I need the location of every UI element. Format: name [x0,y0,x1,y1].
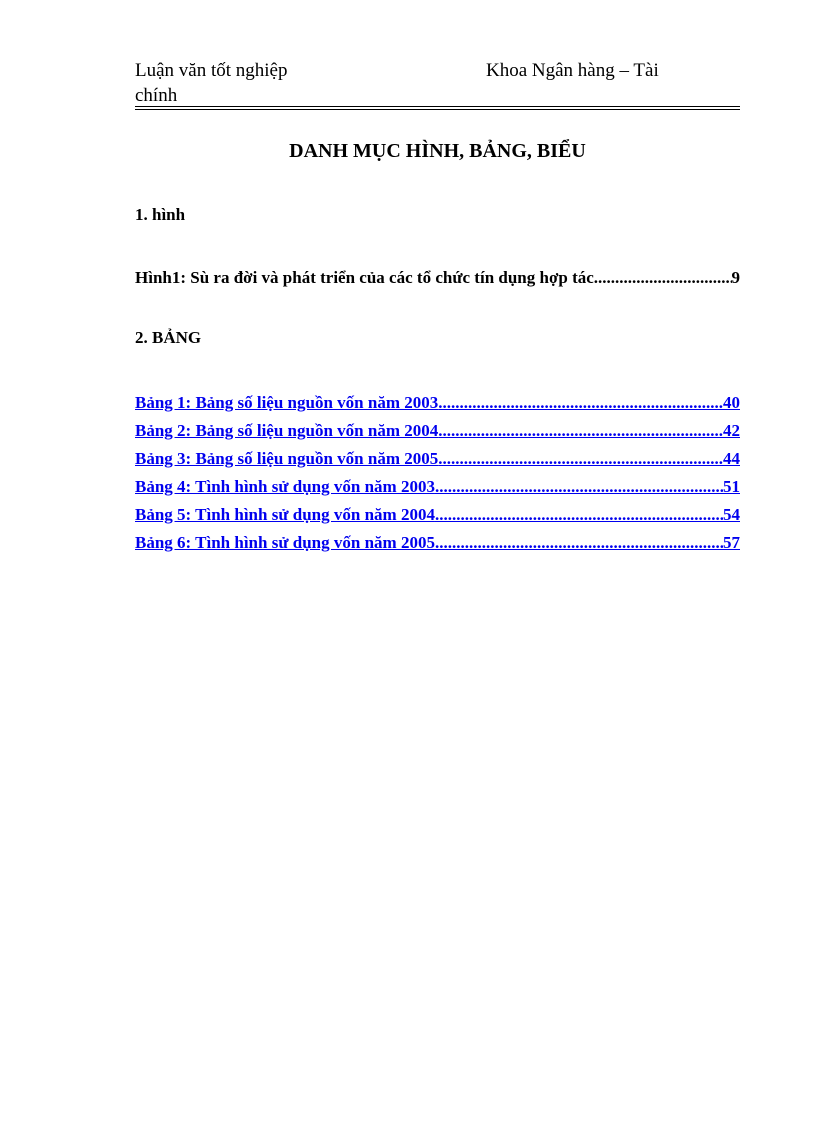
leader-dots [438,448,723,470]
leader-dots [435,504,723,526]
toc-link-page: 51 [723,477,740,496]
header-wrap-text: chính [135,85,178,106]
header-rule-bottom [135,109,740,110]
leader-dots [438,392,723,414]
toc-link-table-4[interactable] [135,476,740,498]
leader-dots [594,267,732,289]
toc-link-table-5[interactable] [135,504,740,526]
leader-dots [438,420,723,442]
figures-heading: 1. hình [135,205,186,224]
toc-link-page: 42 [723,421,740,440]
figure-entry [135,267,740,289]
toc-link-label: Bảng 6: Tình hình sử dụng vốn năm 2005 [135,533,435,552]
toc-link-table-2[interactable] [135,420,740,442]
leader-dots [435,532,723,554]
header-right-text: Khoa Ngân hàng – Tài [486,60,659,81]
toc-link-table-6[interactable] [135,532,740,554]
leader-dots [435,476,723,498]
toc-link-label: Bảng 3: Bảng số liệu nguồn vốn năm 2005 [135,449,439,468]
toc-link-page: 44 [723,449,740,468]
toc-link-page: 57 [723,533,740,552]
toc-link-label: Bảng 1: Bảng số liệu nguồn vốn năm 2003 [135,393,439,412]
page-title: DANH MỤC HÌNH, BẢNG, BIỂU [289,140,586,162]
toc-link-table-1[interactable] [135,392,740,414]
toc-link-table-3[interactable] [135,448,740,470]
tables-heading: 2. BẢNG [135,328,202,347]
figure-entry-label: Hình1: Sù ra đời và phát triển của các tổ chức tín dụng hợp tác [135,268,594,287]
toc-link-label: Bảng 4: Tình hình sử dụng vốn năm 2003 [135,477,435,496]
toc-link-label: Bảng 5: Tình hình sử dụng vốn năm 2004 [135,505,435,524]
toc-link-label: Bảng 2: Bảng số liệu nguồn vốn năm 2004 [135,421,439,440]
toc-link-page: 40 [723,393,740,412]
toc-link-page: 54 [723,505,740,524]
header-rule-top [135,106,740,107]
header-left-text: Luận văn tốt nghiệp [135,60,288,81]
figure-entry-page: 9 [731,268,740,287]
